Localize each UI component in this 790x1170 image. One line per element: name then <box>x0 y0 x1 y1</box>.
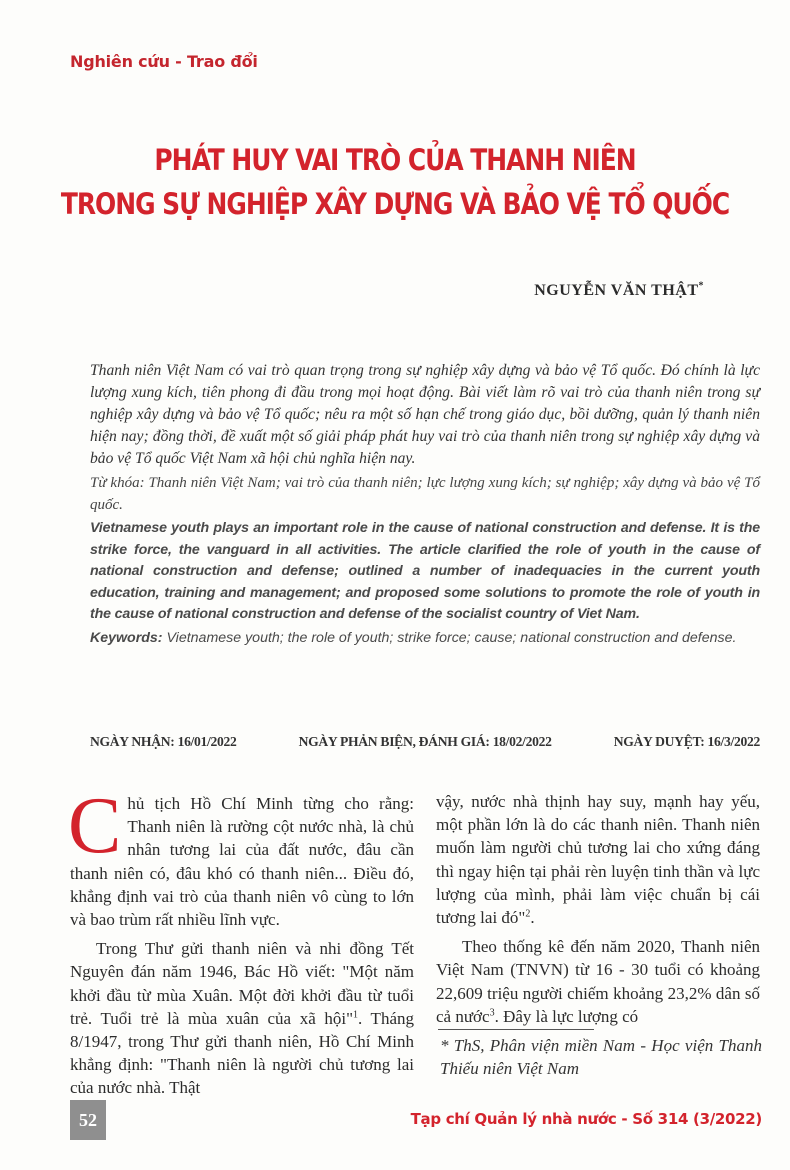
author-name-text: NGUYỄN VĂN THẬT <box>534 282 699 299</box>
body-paragraph <box>436 935 760 1028</box>
paragraph-text: . <box>530 908 535 928</box>
paragraph-text: vậy, nước nhà thịnh hay suy, mạnh hay yếu, một phần lớn là do các thanh niên. Thanh niên muốn làm người chủ tương lai cho xứng đáng thì ngay hiện tại phải rèn luyện tinh thần và lực lượng của mình, phải làm việc chuẩn bị cái tương lai đó" <box>436 792 760 928</box>
paragraph-text: . Tháng 8/1947, trong Thư gửi thanh niên, Hồ Chí Minh khẳng định: "Thanh niên là người chủ tương lai của nước nhà. Thật <box>70 1008 414 1098</box>
page-number: 52 <box>70 1100 106 1140</box>
abstract-en: Vietnamese youth plays an important role in the cause of national construction and defense. It is the strike force, the vanguard in all activities. The article clarified the role of youth in the cause of national construction and defense; outlined a number of inadequacies in the current youth education, training and management; and proposed some solutions to promote the role of youth in the cause of national construction and defense of the socialist country of Viet Nam. <box>90 520 760 623</box>
abstract-vi: Thanh niên Việt Nam có vai trò quan trọng trong sự nghiệp xây dựng và bảo vệ Tổ quốc. Đó chính là lực lượng xung kích, tiên phong đi đầu trong mọi hoạt động. Bài viết làm rõ vai trò của thanh niên trong sự nghiệp xây dựng và bảo vệ Tổ quốc; nêu ra một số hạn chế trong giáo dục, bồi dưỡng, quản lý thanh niên hiện nay; đồng thời, đề xuất một số giải pháp phát huy vai trò của thanh niên trong sự nghiệp xây dựng và bảo vệ Tổ quốc Việt Nam xã hội chủ nghĩa hiện nay. <box>90 362 760 467</box>
paragraph-text: Theo thống kê đến năm 2020, Thanh niên Việt Nam (TNVN) từ 16 - 30 tuổi có khoảng 22,609 triệu người chiếm khoảng 23,2% dân số cả nước <box>436 937 760 1026</box>
keywords-en-text: Vietnamese youth; the role of youth; strike force; cause; national construction and defense. <box>162 629 737 646</box>
keywords-vi: Từ khóa: Thanh niên Việt Nam; vai trò của thanh niên; lực lượng xung kích; sự nghiệp; xây dựng và bảo vệ Tổ quốc. <box>90 475 760 513</box>
citation-ref: 1 <box>353 1009 359 1021</box>
paragraph-text: . Đây là lực lượng có <box>494 1006 639 1026</box>
body-paragraph <box>68 782 414 931</box>
keywords-en <box>90 628 760 650</box>
abstract <box>90 360 760 650</box>
article-title <box>55 138 734 226</box>
author-name <box>534 282 704 300</box>
drop-cap: C <box>68 782 122 870</box>
body-column-right <box>436 790 760 1028</box>
date-received: NGÀY NHẬN: 16/01/2022 <box>90 734 237 749</box>
citation-ref: 2 <box>525 908 531 920</box>
body-paragraph <box>436 790 760 929</box>
author-footnote-mark: * <box>698 280 704 292</box>
article-dates <box>90 734 760 750</box>
body-paragraph <box>70 937 414 1099</box>
keywords-en-label: Keywords: <box>90 629 163 646</box>
body-column-left <box>68 782 414 1100</box>
title-line-2: TRONG SỰ NGHIỆP XÂY DỰNG VÀ BẢO VỆ TỔ QUỐC <box>60 187 730 221</box>
journal-citation: Tạp chí Quản lý nhà nước - Số 314 (3/2022) <box>410 1110 762 1128</box>
paragraph-text: hủ tịch Hồ Chí Minh từng cho rằng: Thanh niên là rường cột nước nhà, là chủ nhân tương lai của đất nước, đâu cần thanh niên có, đâu khó có thanh niên... Điều đó, khẳng định vai trò của thanh niên vô cùng to lớn và bao trùm rất nhiều lĩnh vực. <box>70 794 414 930</box>
paragraph-text: Trong Thư gửi thanh niên và nhi đồng Tết Nguyên đán năm 1946, Bác Hồ viết: "Một năm khởi đầu từ mùa Xuân. Một đời khởi đầu từ tuổi trẻ. Tuổi trẻ là mùa xuân của xã hội" <box>70 939 414 1028</box>
section-label: Nghiên cứu - Trao đổi <box>70 52 258 71</box>
date-approved: NGÀY DUYỆT: 16/3/2022 <box>613 734 760 749</box>
date-reviewed: NGÀY PHẢN BIỆN, ĐÁNH GIÁ: 18/02/2022 <box>298 734 552 749</box>
author-footnote: * ThS, Phân viện miền Nam - Học viện Thanh Thiếu niên Việt Nam <box>440 1036 762 1078</box>
citation-ref: 3 <box>489 1007 495 1019</box>
footnote-divider <box>438 1029 594 1030</box>
title-line-1: PHÁT HUY VAI TRÒ CỦA THANH NIÊN <box>154 143 636 177</box>
